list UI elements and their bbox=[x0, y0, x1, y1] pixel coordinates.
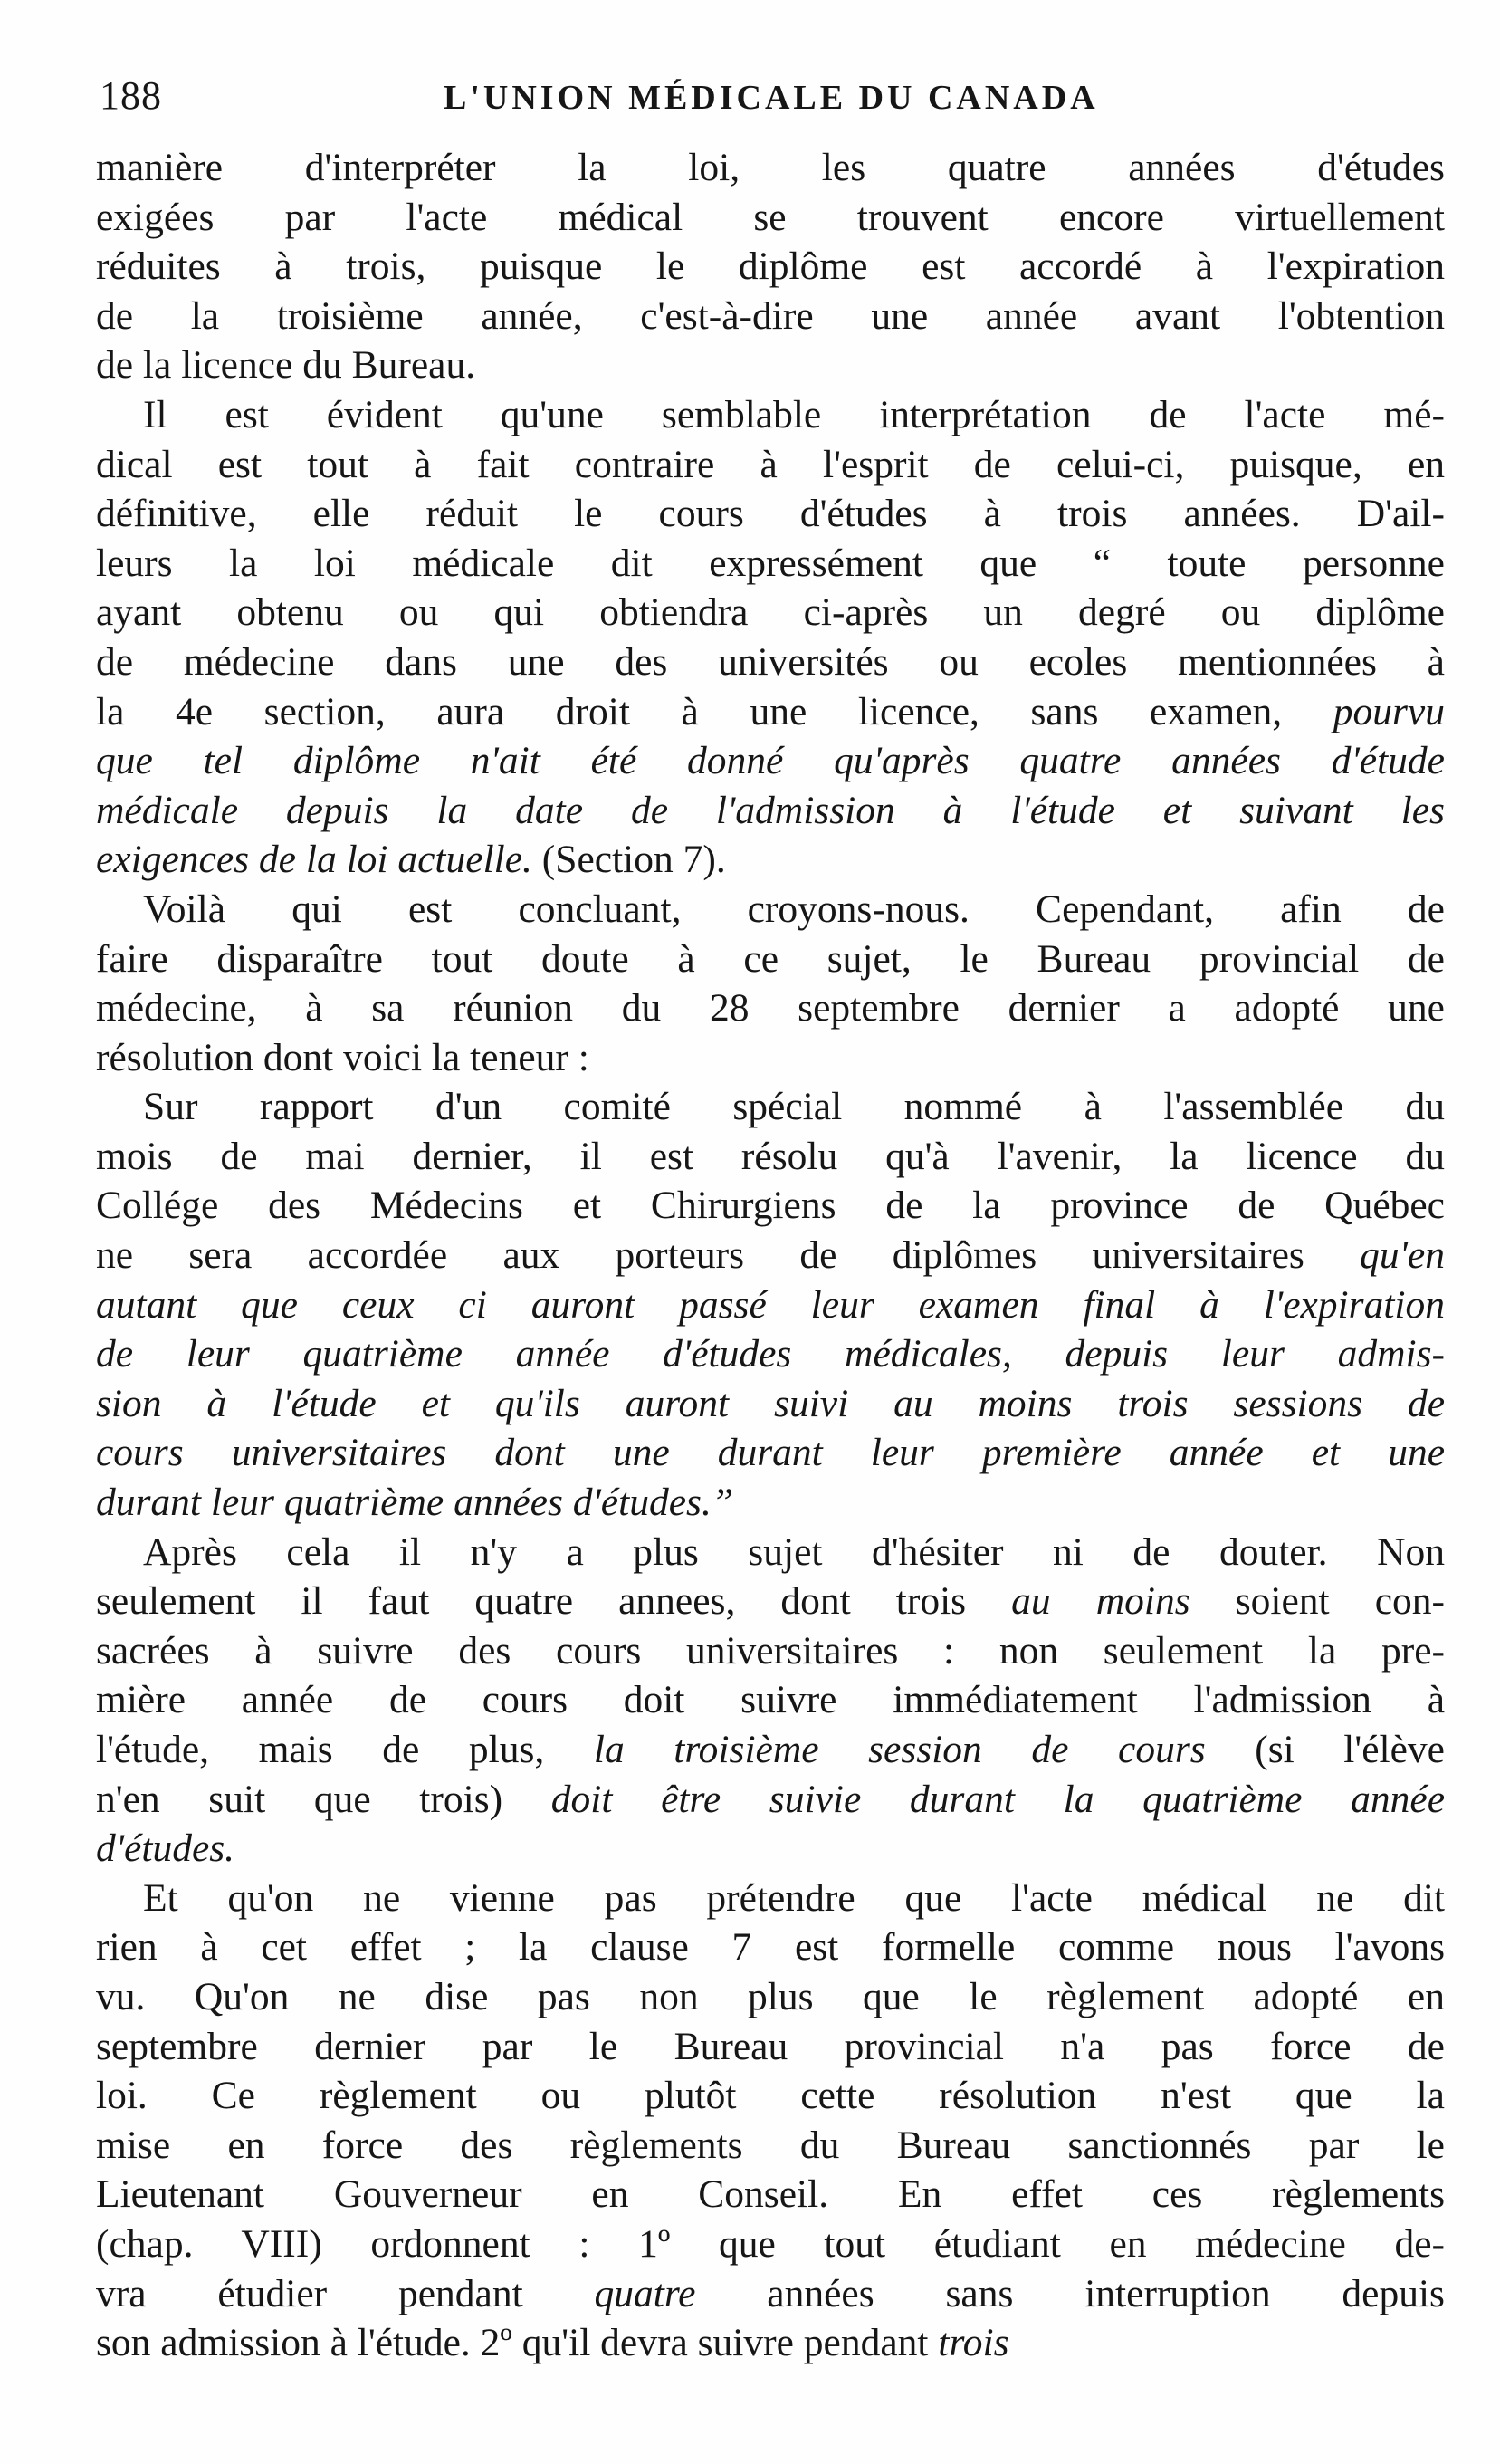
text-line bbox=[96, 2318, 1445, 2368]
line-text: durant leur quatrième années d'études.” bbox=[96, 1481, 734, 1525]
text-line bbox=[96, 1725, 1445, 1775]
text-line bbox=[96, 193, 1445, 243]
text-line bbox=[96, 1082, 1445, 1132]
line-text-italic: trois bbox=[928, 2321, 1009, 2365]
text-line bbox=[96, 1775, 1445, 1825]
line-text: mière année de cours doit suivre immédiatement l'admission à bbox=[96, 1678, 1445, 1722]
line-text-italic: quatre bbox=[522, 2271, 696, 2315]
paragraph bbox=[96, 1528, 1445, 1874]
line-text: cours universitaires dont une durant leur première année et une bbox=[96, 1431, 1445, 1475]
text-line bbox=[96, 1922, 1445, 1972]
line-text-roman: soient con- bbox=[1189, 1579, 1445, 1624]
text-line bbox=[96, 1824, 1445, 1874]
text-line bbox=[96, 1379, 1445, 1429]
line-text: autant que ceux ci auront passé leur examen final à l'expiration bbox=[96, 1282, 1445, 1327]
line-text: de leur quatrième année d'études médicales, depuis leur admis- bbox=[96, 1332, 1445, 1376]
text-line bbox=[96, 588, 1445, 638]
text-line bbox=[96, 2220, 1445, 2269]
line-text: Lieutenant Gouverneur en Conseil. En effet ces règlements bbox=[96, 2172, 1445, 2217]
line-text-italic: la troisième session de cours bbox=[544, 1728, 1206, 1771]
line-text: de la licence du Bureau. bbox=[96, 343, 476, 388]
text-line bbox=[96, 885, 1445, 935]
line-text: faire disparaître tout doute à ce sujet, le Bureau provincial de bbox=[96, 936, 1445, 981]
line-text: leurs la loi médicale dit expressément que “ toute personne bbox=[96, 541, 1445, 585]
line-text: exigées par l'acte médical se trouvent encore virtuellement bbox=[96, 195, 1445, 239]
line-text: la 4e section, aura droit à une licence, sans examen, bbox=[96, 689, 1283, 733]
text-line bbox=[96, 1033, 1445, 1083]
line-text: septembre dernier par le Bureau provincial n'a pas force de bbox=[96, 2024, 1445, 2068]
line-text: définitive, elle réduit le cours d'études à trois années. D'ail- bbox=[96, 492, 1445, 536]
page-number: 188 bbox=[100, 73, 162, 118]
line-text: ayant obtenu ou qui obtiendra ci-après un degré ou diplôme bbox=[96, 590, 1445, 635]
line-text: ne sera accordée aux porteurs de diplômes universitaires bbox=[96, 1233, 1304, 1278]
line-text: vu. Qu'on ne dise pas non plus que le règlement adopté en bbox=[96, 1974, 1445, 2018]
paragraph bbox=[96, 1082, 1445, 1527]
text-line bbox=[96, 1874, 1445, 1923]
page-header bbox=[100, 72, 1430, 136]
text-line bbox=[96, 638, 1445, 687]
line-text: loi. Ce règlement ou plutôt cette résolution n'est que la bbox=[96, 2074, 1445, 2118]
text-line bbox=[96, 786, 1445, 836]
line-text: manière d'interpréter la loi, les quatre années d'études bbox=[96, 146, 1445, 189]
line-text: Et qu'on ne vienne pas prétendre que l'acte médical ne dit bbox=[143, 1875, 1445, 1920]
line-text: exigences de la loi actuelle. bbox=[96, 838, 532, 882]
line-text-italic: doit être suivie durant la quatrième année bbox=[502, 1777, 1445, 1821]
text-line bbox=[96, 935, 1445, 984]
paragraph bbox=[96, 1874, 1445, 2368]
text-line bbox=[96, 2269, 1445, 2319]
line-text: son admission à l'étude. 2º qu'il devra suivre pendant bbox=[96, 2321, 929, 2365]
line-text-italic: au moins bbox=[966, 1579, 1190, 1624]
line-text: sacrées à suivre des cours universitaires : non seulement la pre- bbox=[96, 1628, 1445, 1673]
article-body bbox=[96, 143, 1445, 2368]
line-text-roman: (Section 7). bbox=[531, 838, 726, 882]
text-line bbox=[96, 440, 1445, 490]
text-line bbox=[96, 292, 1445, 341]
text-line bbox=[96, 1329, 1445, 1379]
line-text: Sur rapport d'un comité spécial nommé à l'assemblée du bbox=[143, 1085, 1445, 1129]
line-text: que tel diplôme n'ait été donné qu'après quatre années d'étude bbox=[96, 739, 1445, 783]
text-line bbox=[96, 1181, 1445, 1231]
text-line bbox=[96, 340, 1445, 390]
line-text: de médecine dans une des universités ou ecoles mentionnées à bbox=[96, 639, 1445, 684]
text-line bbox=[96, 1478, 1445, 1528]
text-line bbox=[96, 687, 1445, 737]
line-text: de la troisième année, c'est-à-dire une année avant l'obtention bbox=[96, 293, 1445, 338]
line-text-italic: pourvu bbox=[1282, 689, 1445, 733]
line-text: d'études. bbox=[96, 1826, 235, 1871]
text-line bbox=[96, 2022, 1445, 2072]
text-line bbox=[96, 1675, 1445, 1725]
text-line bbox=[96, 1972, 1445, 2022]
text-line bbox=[96, 489, 1445, 539]
text-line bbox=[96, 2071, 1445, 2121]
text-line bbox=[96, 2170, 1445, 2220]
line-text: l'étude, mais de plus, bbox=[96, 1728, 545, 1771]
paragraph bbox=[96, 885, 1445, 1082]
line-text: médicale depuis la date de l'admission à l'étude et suivant les bbox=[96, 788, 1445, 832]
line-text: Voilà qui est concluant, croyons-nous. Cependant, afin de bbox=[143, 887, 1445, 931]
line-text: sion à l'étude et qu'ils auront suivi au moins trois sessions de bbox=[96, 1381, 1445, 1425]
text-line bbox=[96, 242, 1445, 292]
text-line bbox=[96, 1428, 1445, 1478]
line-text: rien à cet effet ; la clause 7 est formelle comme nous l'avons bbox=[96, 1925, 1445, 1970]
text-line bbox=[96, 539, 1445, 589]
line-text: n'en suit que trois) bbox=[96, 1777, 503, 1821]
text-line bbox=[96, 390, 1445, 440]
line-text-roman: années sans interruption depuis bbox=[695, 2271, 1445, 2315]
line-text-italic: qu'en bbox=[1304, 1233, 1445, 1278]
text-line bbox=[96, 143, 1445, 193]
line-text: Après cela il n'y a plus sujet d'hésiter ni de douter. Non bbox=[143, 1529, 1445, 1574]
text-line bbox=[96, 736, 1445, 786]
line-text: (chap. VIII) ordonnent : 1º que tout étudiant en médecine de- bbox=[96, 2221, 1445, 2266]
line-text: Il est évident qu'une semblable interprétation de l'acte mé- bbox=[143, 392, 1445, 436]
line-text: résolution dont voici la teneur : bbox=[96, 1035, 589, 1079]
text-line bbox=[96, 1626, 1445, 1676]
text-line bbox=[96, 1231, 1445, 1280]
line-text: dical est tout à fait contraire à l'esprit de celui-ci, puisque, en bbox=[96, 442, 1445, 486]
text-line bbox=[96, 1280, 1445, 1330]
line-text: seulement il faut quatre annees, dont trois bbox=[96, 1579, 967, 1624]
line-text: mise en force des règlements du Bureau sanctionnés par le bbox=[96, 2123, 1445, 2167]
paragraph bbox=[96, 143, 1445, 390]
line-text: vra étudier pendant bbox=[96, 2271, 523, 2315]
text-line bbox=[96, 1132, 1445, 1182]
text-line bbox=[96, 983, 1445, 1033]
line-text: réduites à trois, puisque le diplôme est accordé à l'expiration bbox=[96, 244, 1445, 289]
text-line bbox=[96, 1577, 1445, 1626]
line-text-roman: (si l'élève bbox=[1205, 1728, 1445, 1771]
line-text: Collége des Médecins et Chirurgiens de la province de Québec bbox=[96, 1184, 1445, 1228]
text-line bbox=[96, 1528, 1445, 1577]
paragraph bbox=[96, 390, 1445, 885]
text-line bbox=[96, 2121, 1445, 2171]
text-line bbox=[96, 835, 1445, 885]
line-text: médecine, à sa réunion du 28 septembre dernier a adopté une bbox=[96, 986, 1445, 1031]
running-title: L'UNION MÉDICALE DU CANADA bbox=[444, 79, 1099, 117]
line-text: mois de mai dernier, il est résolu qu'à l'avenir, la licence du bbox=[96, 1134, 1445, 1178]
